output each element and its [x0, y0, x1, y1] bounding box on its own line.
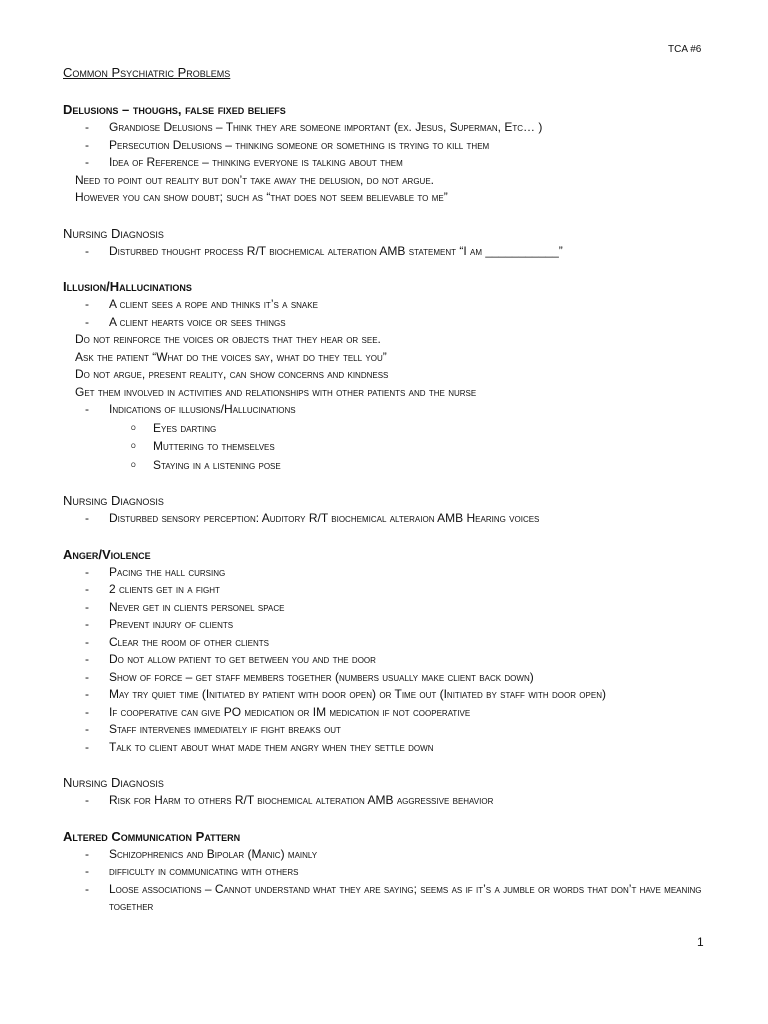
section-heading: Nursing Diagnosis — [63, 493, 164, 508]
sub-list-item: o Muttering to themselves — [63, 437, 713, 456]
header-tag: TCA #6 — [668, 44, 702, 55]
list-item: - Schizophrenics and Bipolar (Manic) mainly — [63, 846, 713, 864]
section-anger — [63, 546, 713, 757]
document-title: Common Psychiatric Problems — [63, 65, 231, 80]
note-line: However you can show doubt; such as “that does not seem believable to me” — [75, 190, 448, 204]
bullet-list — [63, 119, 713, 172]
bullet-list — [63, 846, 713, 916]
bullet-list — [63, 510, 713, 528]
page-number: 1 — [697, 935, 704, 949]
list-item: - Risk for Harm to others R/T biochemical alteration AMB aggressive behavior — [63, 792, 713, 810]
list-item: - Talk to client about what made them angry when they settle down — [63, 739, 713, 757]
section-heading: Altered Communication Pattern — [63, 828, 241, 844]
note-line: Do not reinforce the voices or objects that they hear or see. — [75, 332, 381, 346]
bullet-list — [63, 296, 713, 331]
list-item: - May try quiet time (Initiated by patient with door open) or Time out (Initiated by staff with door open) — [63, 686, 713, 704]
list-item: - Staff intervenes immediately if fight breaks out — [63, 721, 713, 739]
section-nursing-diagnosis-2 — [63, 492, 713, 528]
list-item: - Grandiose Delusions – Think they are someone important (ex. Jesus, Superman, Etc… ) — [63, 119, 713, 137]
section-delusions — [63, 101, 713, 207]
list-item: - Idea of Reference – thinking everyone is talking about them — [63, 154, 713, 172]
section-heading: Nursing Diagnosis — [63, 775, 164, 790]
section-heading: Illusion/Hallucinations — [63, 279, 192, 294]
section-heading: Nursing Diagnosis — [63, 225, 164, 241]
list-item: - A client sees a rope and thinks it’s a snake — [63, 296, 713, 314]
note-line: Get them involved in activities and relationships with other patients and the nurse — [75, 384, 477, 399]
list-item: - Pacing the hall cursing — [63, 564, 713, 582]
section-illusions — [63, 278, 713, 474]
list-item: - difficulty in communicating with others — [63, 863, 713, 881]
sub-bullet-list — [63, 419, 713, 475]
list-item: - Disturbed sensory perception: Auditory R/T biochemical alteraion AMB Hearing voices — [63, 510, 713, 528]
list-item: - If cooperative can give PO medication or IM medication if not cooperative — [63, 704, 713, 722]
section-nursing-diagnosis-1 — [63, 225, 713, 261]
bullet-list — [63, 401, 713, 419]
bullet-list — [63, 564, 713, 757]
section-heading: Delusions – thoughs, false fixed beliefs — [63, 102, 286, 117]
list-item: - Indications of illusions/Hallucinations — [63, 401, 713, 419]
sub-list-item: o Staying in a listening pose — [63, 456, 713, 475]
list-item: - Loose associations – Cannot understand what they are saying; seems as if it’s a jumble or words that don’t have meaning together — [63, 881, 713, 916]
list-item: - 2 clients get in a fight — [63, 581, 713, 599]
note-line: Ask the patient “What do the voices say, what do they tell you” — [75, 349, 387, 364]
list-item: - Clear the room of other clients — [63, 634, 713, 652]
section-communication — [63, 828, 713, 916]
note-line: Need to point out reality but don’t take away the delusion, do not argue. — [75, 172, 435, 187]
section-nursing-diagnosis-3 — [63, 774, 713, 810]
note-line: Do not argue, present reality, can show concerns and kindness — [75, 367, 389, 381]
list-item: - Prevent injury of clients — [63, 616, 713, 634]
bullet-list — [63, 243, 713, 261]
section-heading: Anger/Violence — [63, 546, 151, 562]
bullet-list — [63, 792, 713, 810]
list-item: - Show of force – get staff members together (numbers usually make client back down) — [63, 669, 713, 687]
list-item: - Do not allow patient to get between you and the door — [63, 651, 713, 669]
document-body — [63, 63, 713, 916]
list-item: - Persecution Delusions – thinking someone or something is trying to kill them — [63, 137, 713, 155]
list-item: - A client hearts voice or sees things — [63, 314, 713, 332]
sub-list-item: o Eyes darting — [63, 419, 713, 438]
list-item: - Disturbed thought process R/T biochemical alteration AMB statement “I am ___________” — [63, 243, 713, 261]
list-item: - Never get in clients personel space — [63, 599, 713, 617]
